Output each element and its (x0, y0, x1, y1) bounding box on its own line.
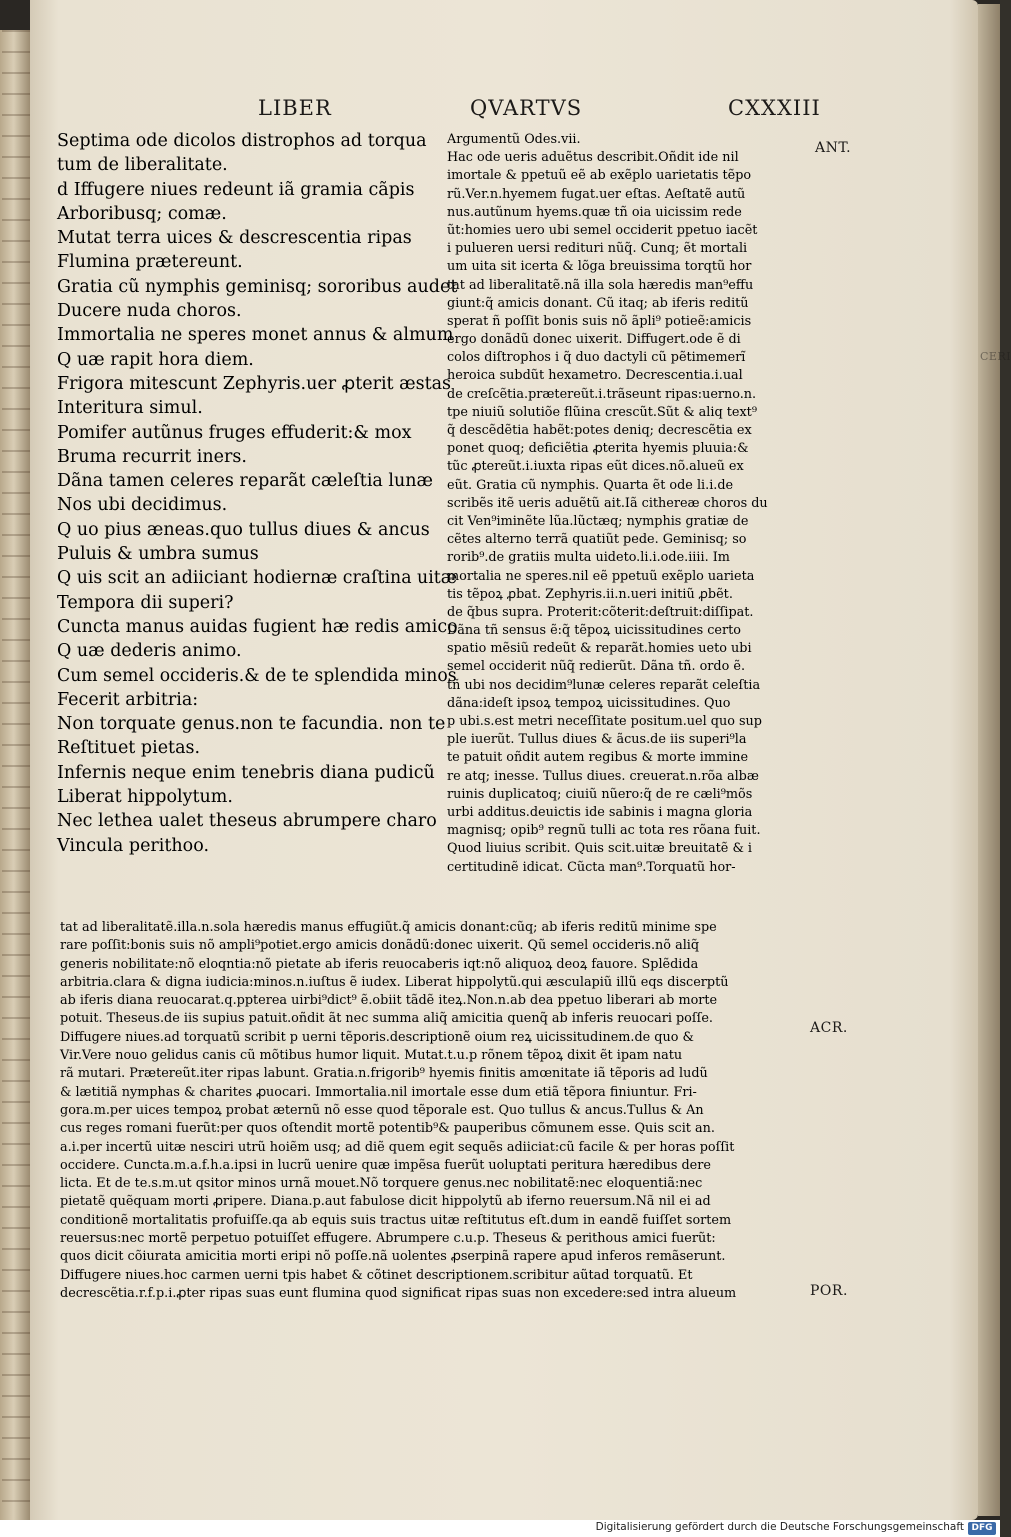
verse-line: Liberat hippolytum. (57, 787, 233, 808)
commentary-line: Quod liuius scribit. Quis scit.uitæ breuitatẽ & i (447, 841, 752, 857)
commentary-line: decrescẽtia.r.f.p.i.ꝓter ripas suas eunt flumina quod significat ripas suas non excedere:sed intra alueum (60, 1285, 737, 1301)
commentary-line: magnisq; opib⁹ regnũ tulli ac tota res rõana fuit. (447, 823, 761, 839)
commentary-line: colos diſtrophos i q̃ duo dactyli cũ pẽtimemerĩ (447, 350, 746, 366)
verse-line: Q uæ rapit hora diem. (57, 349, 254, 370)
verse-line: Septima ode dicolos distrophos ad torqua (57, 131, 427, 151)
verse-line: Flumina prætereunt. (57, 252, 243, 273)
verse-line: tum de liberalitate. (57, 155, 228, 176)
verse-line: Vincula perithoo. (57, 835, 210, 856)
verse-line: Interitura simul. (57, 398, 203, 419)
verse-line: Nec lethea ualet theseus abrumpere charo (57, 811, 437, 832)
commentary-line: giunt:q̃ amicis donant. Cũ itaq; ab iferis reditũ (447, 295, 749, 311)
verse-line: Mutat terra uices & descrescentia ripas (57, 228, 412, 249)
commentary-line: dãna:ideſt ipsoꝝ tempoꝝ uicissitudines. Quo (447, 695, 731, 711)
commentary-column (447, 131, 812, 877)
commentary-line: cus reges romani fuerũt:per quos oſtendit mortẽ potentib⁹& pauperibus cõmunem esse. Quis scit an. (60, 1121, 715, 1137)
margin-note-cer: CERI (980, 350, 1011, 363)
verse-line: Q uæ dederis animo. (57, 641, 242, 662)
commentary-line: heroica subdũt hexametro. Decrescentia.i.ual (447, 368, 743, 384)
commentary-line: ergo donãdũ donec uixerit. Diffugert.ode ẽ di (447, 332, 741, 348)
page-stack-edge (978, 4, 1000, 1516)
commentary-line: sperat ñ poſſit bonis suis nõ ãpli⁹ potieẽ:amicis (447, 313, 752, 329)
commentary-line: tpe niuiũ solutiõe flũina crescũt.Sũt & aliq text⁹ (447, 404, 757, 420)
commentary-line: te patuit oñdit autem regibus & morte immine (447, 750, 749, 766)
commentary-line: Argumentũ Odes.vii. (447, 132, 581, 147)
commentary-line: gora.m.per uices tempoꝝ probat æternũ nõ esse quod tẽporale est. Quo tullus & ancus.Tullus & An (60, 1102, 704, 1118)
commentary-line: arbitria.clara & digna iudicia:minos.n.iuſtus ẽ iudex. Liberat hippolytũ.qui æsculapiũ illũ eqs discerptũ (60, 974, 729, 990)
verse-line: Reſtituet pietas. (57, 738, 201, 759)
commentary-line: rã mutari. Prætereũt.iter ripas labunt. Gratia.n.frigorib⁹ hyemis finitis amœnitate iã tẽporis ad ludũ (60, 1066, 708, 1082)
verse-line: Cum semel occideris.& de te splendida minos (57, 665, 457, 686)
commentary-line: rare poſſit:bonis suis nõ ampli⁹potiet.ergo amicis donãdũ:donec uixerit. Qũ semel occideris.nõ aliq̃ (60, 938, 700, 954)
commentary-line: spatio mẽsiũ redeũt & reparãt.homies ueto ubi (447, 641, 752, 657)
verse-line: Non torquate genus.non te facundia. non te (57, 714, 446, 735)
verse-line: Frigora mitescunt Zephyris.uer ꝓterit æstas (57, 373, 452, 394)
commentary-line: um uita sit icerta & lõga breuissima torqtũ hor (447, 259, 752, 275)
commentary-line: p ubi.s.est metri neceſſitate positum.uel quo sup (447, 714, 762, 729)
running-head-left: LIBER (258, 96, 332, 120)
verse-line: d Iffugere niues redeunt iã gramia cãpis (57, 179, 415, 200)
commentary-line: generis nobilitate:nõ eloqntia:nõ pietate ab iferis reuocaberis iqt:nõ aliquoꝝ deoꝝ fauore. Splẽdida (60, 956, 699, 972)
verse-line: Q uo pius æneas.quo tullus diues & ancus (57, 519, 430, 540)
commentary-line: a.i.per incertũ uitæ nesciri utrũ hoiẽm usq; ad diẽ quem egit sequẽs adiiciat:cũ facile & per horas poſſit (60, 1139, 735, 1155)
commentary-line: urbi additus.deuictis ide sabinis i magna gloria (447, 804, 753, 820)
commentary-line: Diffugere niues.hoc carmen uerni tpis habet & cõtinet descriptionem.scribitur aũtad torquatũ. Et (60, 1267, 693, 1283)
commentary-line: de creſcẽtia.prætereũt.i.trãseunt ripas:uerno.n. (447, 386, 757, 402)
verse-line: Pomifer autũnus fruges effuderit:& mox (57, 422, 412, 443)
commentary-line: ũt:homies uero ubi semel occiderit ppetuo iacẽt (447, 222, 758, 238)
commentary-line: semel occiderit nũq̃ redierũt. Dãna tñ. ordo ẽ. (447, 659, 746, 675)
verse-line: Ducere nuda choros. (57, 301, 242, 322)
margin-note-por: POR. (810, 1283, 848, 1299)
commentary-line: pietatẽ quẽquam morti ꝓripere. Diana.p.aut fabulose dicit hippolytũ ab iferno reuersum.Nã nil ei ad (60, 1194, 711, 1210)
commentary-line: Hac ode ueris aduẽtus describit.Oñdit ide nil (447, 150, 739, 166)
commentary-line: tat ad liberalitatẽ.nã illa sola hæredis man⁹effu (447, 277, 754, 293)
commentary-line: rorib⁹.de gratiis multa uideto.li.i.ode.iiii. Im (447, 550, 730, 566)
commentary-line: occidere. Cuncta.m.a.f.h.a.ipsi in lucrũ uenire quæ impẽsa fuerũt uoluptati peritura hæredibus dere (60, 1157, 711, 1173)
verse-line: Infernis neque enim tenebris diana pudicũ (57, 762, 435, 783)
commentary-line: scribẽs itẽ ueris aduẽtũ ait.Iã cithereæ choros du (447, 495, 768, 511)
verse-line: Dãna tamen celeres reparãt cæleſtia lunæ (57, 471, 434, 492)
margin-note-acr: ACR. (810, 1020, 848, 1036)
commentary-line: Vir.Vere nouo gelidus canis cũ mõtibus humor liquit. Mutat.t.u.p rõnem tẽpoꝝ dixit ẽt ipam natu (60, 1048, 683, 1064)
commentary-line: i pulueren uersi redituri nũq̃. Cunq; ẽt mortali (447, 241, 748, 257)
verse-line: Puluis & umbra sumus (57, 544, 259, 565)
commentary-line: eũt. Gratia cũ nymphis. Quarta ẽt ode li.i.de (447, 477, 734, 493)
verse-line: Immortalia ne speres monet annus & almum (57, 325, 454, 346)
commentary-line: rũ.Ver.n.hyemem fugat.uer eſtas. Aeſtatẽ autũ (447, 186, 746, 202)
commentary-line: imortale & ppetuũ eẽ ab exẽplo uarietatis tẽpo (447, 168, 752, 184)
commentary-bottom (60, 919, 820, 1303)
commentary-line: tat ad liberalitatẽ.illa.n.sola hæredis manus effugiũt.q̃ amicis donant:cũq; ab iferis reditũ minime spe (60, 920, 717, 935)
verse-line: Arboribusq; comæ. (57, 203, 227, 224)
commentary-line: & lætitiã nymphas & charites ꝓuocari. Immortalia.nil imortale esse dum etiã tẽpora finiuntur. Fri- (60, 1084, 697, 1100)
verse-line: Fecerit arbitria: (57, 689, 199, 710)
commentary-line: quos dicit cõiurata amicitia morti eripi nõ poſſe.nã uolentes ꝓserpinã rapere apud inferos remãserunt. (60, 1249, 726, 1265)
commentary-line: ruinis duplicatoq; ciuiũ nũero:q̃ de re cæli⁹mõs (447, 786, 753, 802)
verse-line: Bruma recurrit iners. (57, 446, 247, 467)
verse-line: Nos ubi decidimus. (57, 495, 228, 516)
commentary-line: nus.autũnum hyems.quæ tñ oia uicissim rede (447, 204, 742, 220)
commentary-line: Dãna tñ sensus ẽ:q̃ tẽpoꝝ uicissitudines certo (447, 623, 741, 639)
commentary-line: re atq; inesse. Tullus diues. creuerat.n.rõa albæ (447, 768, 759, 784)
commentary-line: cẽtes alterno terrã quatiũt pede. Geminisq; so (447, 532, 747, 548)
verse-line: Gratia cũ nymphis geminisq; sororibus audet (57, 276, 458, 297)
folio-number: CXXXIII (728, 96, 821, 120)
commentary-line: ponet quoq; deficiẽtia ꝓterita hyemis pluuia:& (447, 441, 749, 457)
commentary-line: Diffugere niues.ad torquatũ scribit p uerni tẽporis.descriptionẽ oium reꝝ uicissitudinem.de quo & (60, 1029, 694, 1045)
commentary-line: licta. Et de te.s.m.ut qsitor minos urnã mouet.Nõ torquere genus.nec nobilitatẽ:nec eloquentiã:nec (60, 1176, 703, 1192)
footer-bar (0, 1520, 1000, 1537)
verse-column (57, 129, 457, 858)
commentary-line: certitudinẽ idicat. Cũcta man⁹.Torquatũ hor- (447, 859, 736, 875)
margin-note-ant: ANT. (815, 140, 852, 156)
commentary-line: potuit. Theseus.de iis supius patuit.oñdit ãt nec summa aliq̃ amicitia quenq̃ ab inferis reuocari poſſe. (60, 1011, 713, 1027)
commentary-line: q̃ descẽdẽtia habẽt:potes deniq; decrescẽtia ex (447, 423, 752, 438)
commentary-line: mortalia ne speres.nil eẽ ppetuũ exẽplo uarieta (447, 568, 755, 584)
commentary-line: ab iferis diana reuocarat.q.ppterea uirbi⁹dict⁹ ẽ.obiit tãdẽ iteꝝ.Non.n.ab dea ppetuo liberari ab morte (60, 993, 718, 1009)
commentary-line: de q̃bus supra. Proterit:cõterit:deſtruit:diſſipat. (447, 604, 754, 620)
verse-line: Tempora dii superi? (57, 592, 234, 613)
commentary-line: tis tẽpoꝝ ꝓbat. Zephyris.ii.n.ueri initiũ ꝓbẽt. (447, 586, 733, 602)
commentary-line: tũc ꝓtereũt.i.iuxta ripas eũt dices.nõ.alueũ ex (447, 459, 744, 475)
verse-line: Cuncta manus auidas fugient hæ redis amico (57, 616, 458, 637)
adjacent-page-edge (0, 30, 34, 1520)
dfg-logo-icon: DFG (968, 1522, 996, 1535)
footer-credit: Digitalisierung gefördert durch die Deutsche Forschungsgemeinschaft (595, 1521, 964, 1533)
commentary-line: tñ ubi nos decidim⁹lunæ celeres reparãt celeſtia (447, 677, 761, 693)
commentary-line: cit Ven⁹iminẽte lũa.lũctæq; nymphis gratiæ de (447, 513, 749, 529)
running-head-center: QVARTVS (470, 96, 583, 120)
verse-line: Q uis scit an adiiciant hodiernæ craſtina uitæ (57, 568, 457, 589)
commentary-line: reuersus:nec mortẽ perpetuo potuiſſet effugere. Abrumpere c.u.p. Theseus & perithous amici fuerũt: (60, 1231, 716, 1247)
commentary-line: ple iuerũt. Tullus diues & ãcus.de iis superi⁹la (447, 732, 747, 748)
commentary-line: conditionẽ mortalitatis profuiſſe.qa ab equis suis tractus uitæ reſtitutus eſt.dum in eandẽ fuiſſet sortem (60, 1212, 732, 1228)
